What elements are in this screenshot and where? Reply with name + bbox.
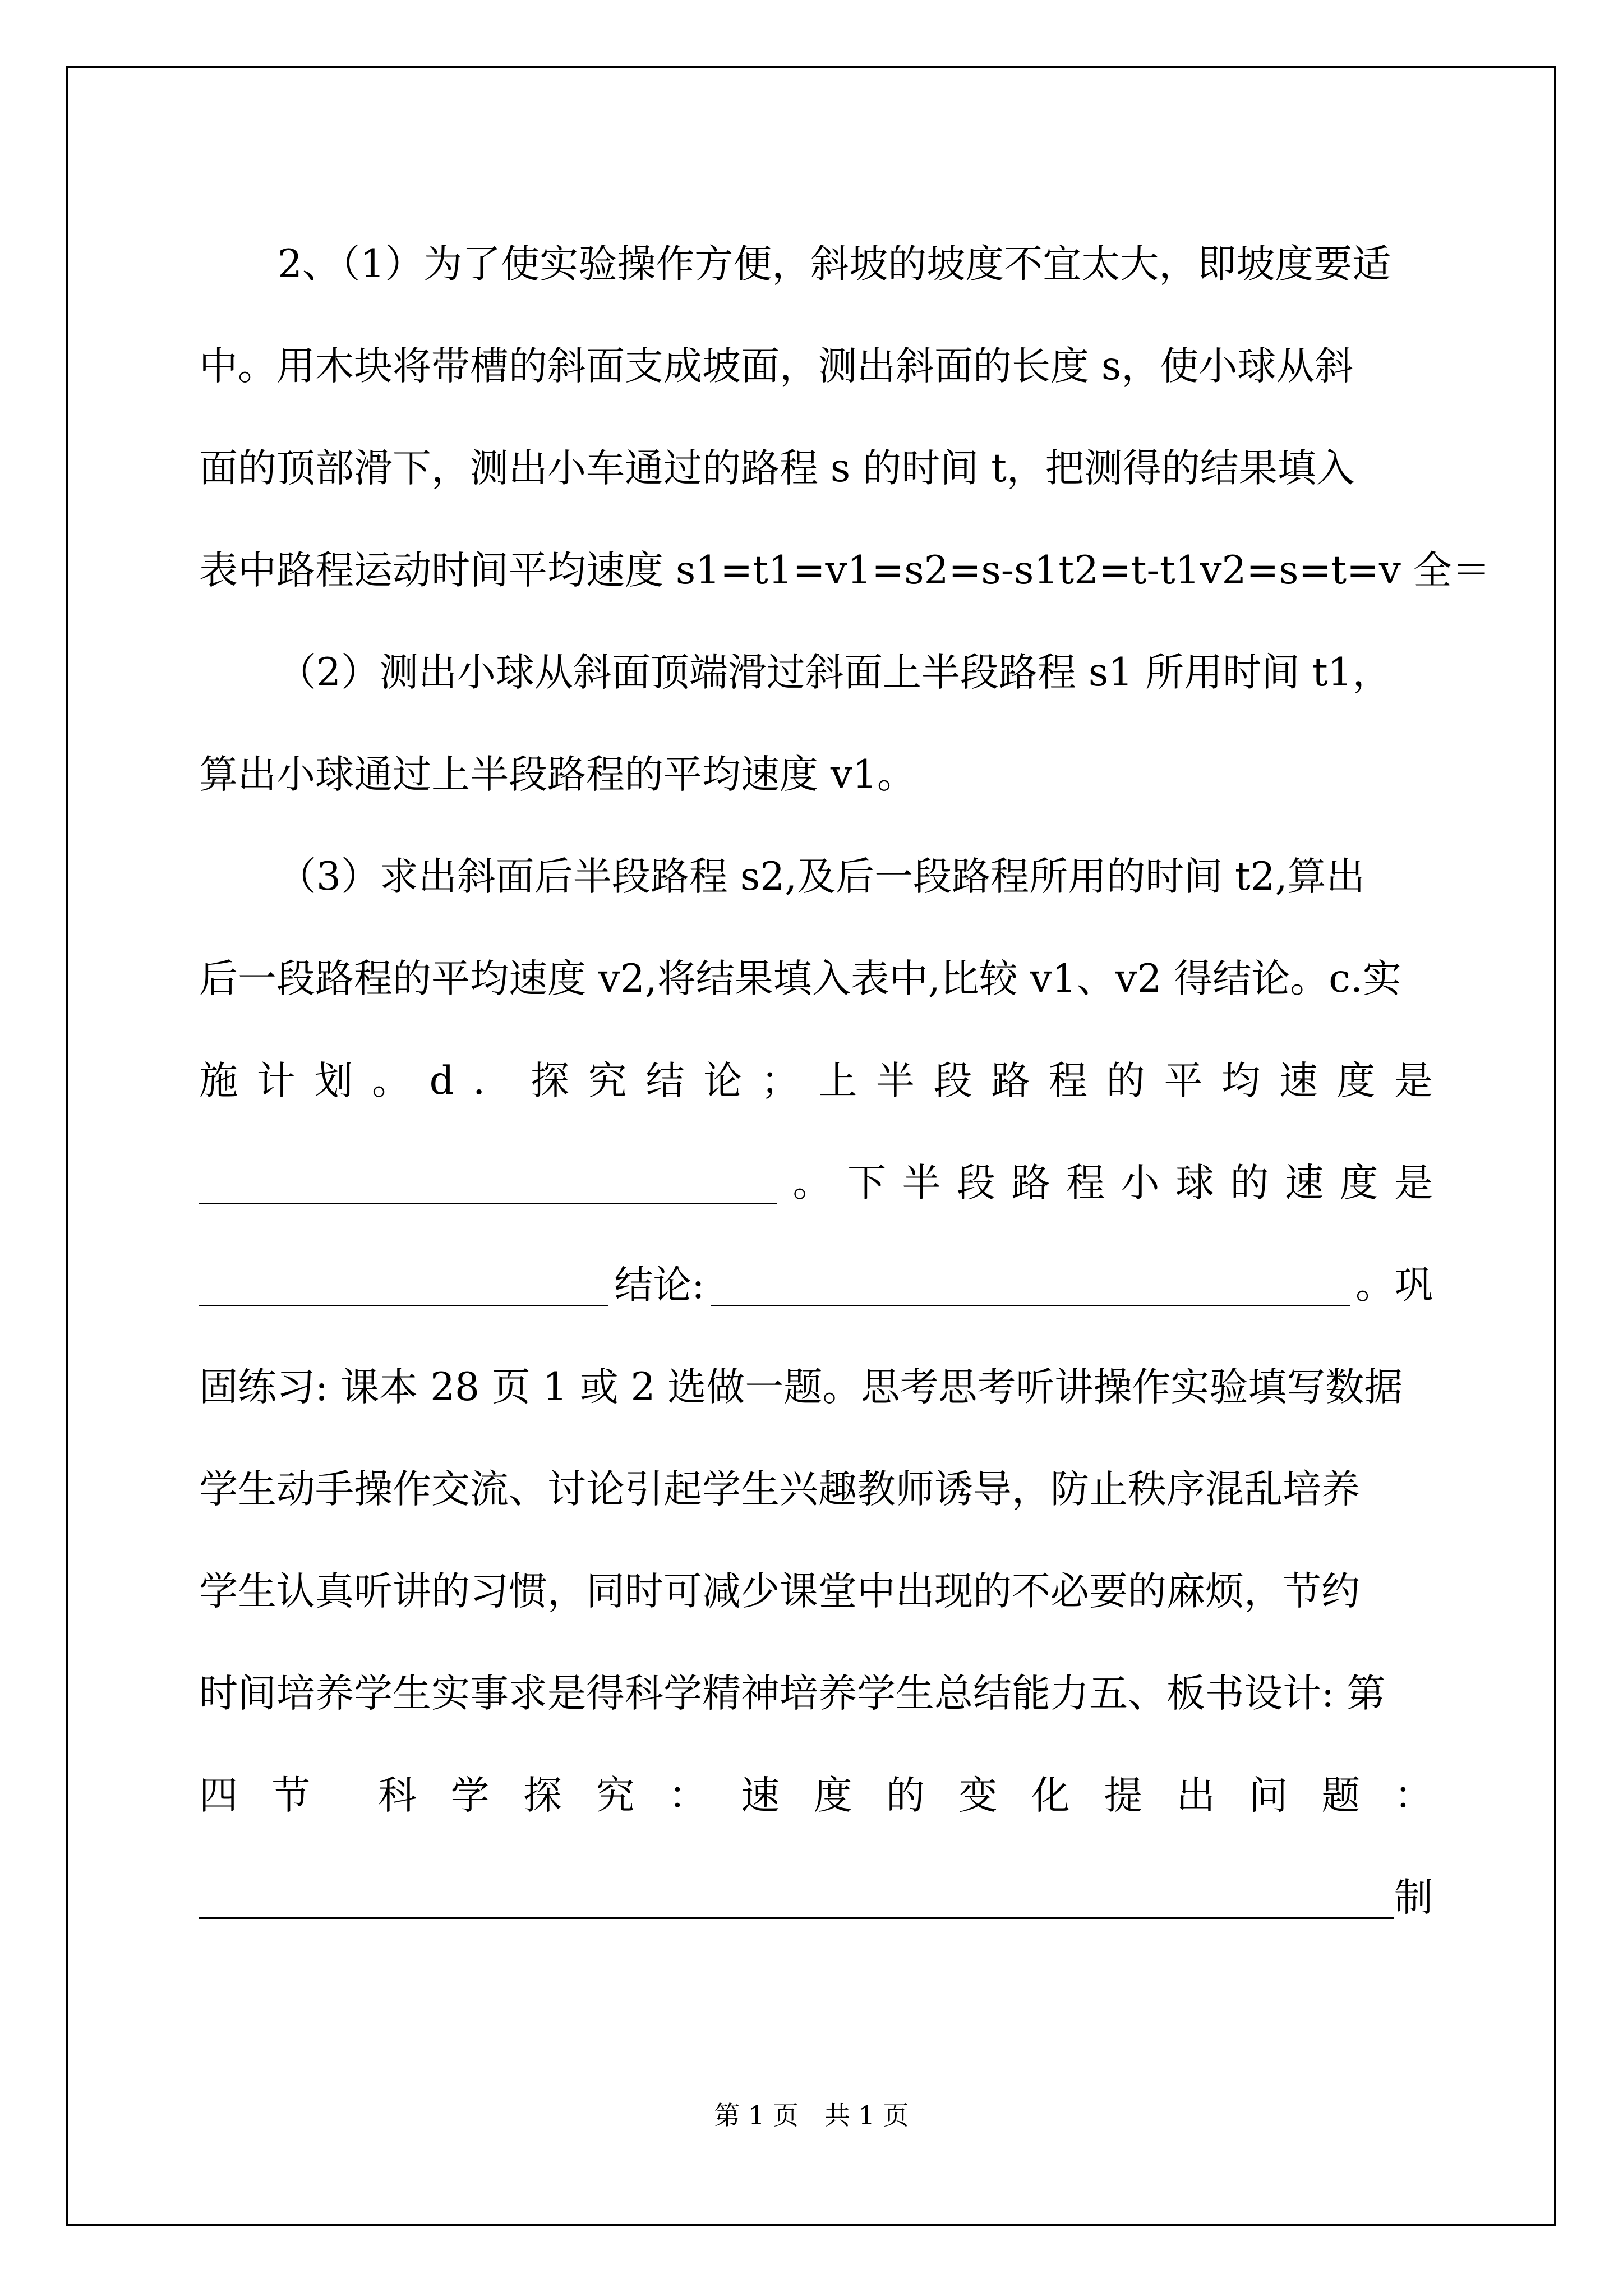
- final-blank-line: [199, 1847, 1433, 1949]
- paragraph-line: 时间培养学生实事求是得科学精神培养学生总结能力五、板书设计: 第: [199, 1671, 1386, 1716]
- conclusion-label: 结论:: [614, 1263, 705, 1308]
- conclusion-line: [199, 1234, 1433, 1336]
- justified-char: 下: [847, 1161, 886, 1205]
- justified-char: 上: [818, 1059, 857, 1103]
- paragraph-line: （3）求出斜面后半段路程 s2,及后一段路程所用的时间 t2,算出: [278, 854, 1365, 899]
- justified-char: d: [429, 1059, 454, 1103]
- justified-char: ：: [1394, 1773, 1433, 1818]
- justified-char: 的: [1106, 1059, 1145, 1103]
- justified-line: [199, 1030, 1433, 1132]
- justified-line: [199, 1745, 1433, 1847]
- justified-char: 施: [199, 1059, 238, 1103]
- last-line-end: 制: [1394, 1875, 1433, 1920]
- justified-char: 学: [450, 1773, 490, 1818]
- justified-char: 程: [1049, 1059, 1088, 1103]
- justified-char: 科: [378, 1773, 417, 1818]
- justified-char: 速: [741, 1773, 780, 1818]
- justified-char: 路: [1011, 1161, 1050, 1205]
- justified-char: 结: [645, 1059, 685, 1103]
- justified-char: 出: [1176, 1773, 1215, 1818]
- justified-char: 究: [596, 1773, 635, 1818]
- justified-char: 题: [1321, 1773, 1361, 1818]
- justified-char: 度: [1339, 1161, 1378, 1205]
- justified-char: 度: [1336, 1059, 1376, 1103]
- justified-char: 的: [1230, 1161, 1269, 1205]
- paragraph-line: 学生认真听讲的习惯，同时可减少课堂中出现的不必要的麻烦，节约: [199, 1569, 1360, 1614]
- justified-char: 段: [957, 1161, 995, 1205]
- justified-char: ．: [473, 1059, 512, 1103]
- paragraph-line: 学生动手操作交流、讨论引起学生兴趣教师诱导，防止秩序混乱培养: [199, 1467, 1360, 1512]
- justified-char: 半: [902, 1161, 941, 1205]
- justified-char: 问: [1249, 1773, 1288, 1818]
- justified-char: 。: [371, 1059, 411, 1103]
- justified-char: 度: [813, 1773, 852, 1818]
- justified-char: 节: [271, 1773, 311, 1818]
- justified-char: 平: [1164, 1059, 1203, 1103]
- paragraph-line: 固练习: 课本 28 页 1 或 2 选做一题。思考思考听讲操作实验填写数据: [199, 1365, 1403, 1410]
- justified-char: 化: [1031, 1773, 1070, 1818]
- justified-char: 探: [523, 1773, 562, 1818]
- justified-char: 提: [1104, 1773, 1143, 1818]
- justified-line-with-blank: [199, 1132, 1433, 1234]
- justified-char: 。: [792, 1161, 832, 1205]
- paragraph-line: 2、（1）为了使实验操作方便，斜坡的坡度不宜太大，即坡度要适: [278, 242, 1391, 287]
- justified-char: 是: [1394, 1161, 1433, 1205]
- justified-char: 探: [531, 1059, 570, 1103]
- justified-char: ：: [668, 1773, 707, 1818]
- paragraph-line: 中。用木块将带槽的斜面支成坡面，测出斜面的长度 s，使小球从斜: [199, 344, 1354, 389]
- fill-blank: [711, 1264, 1350, 1306]
- fill-blank: [199, 1264, 608, 1306]
- justified-char: 四: [199, 1773, 238, 1818]
- justified-char: ；: [760, 1059, 800, 1103]
- justified-char: 半: [876, 1059, 915, 1103]
- paragraph-line: 面的顶部滑下，测出小车通过的路程 s 的时间 t，把测得的结果填入: [199, 446, 1355, 491]
- justified-char: 计: [256, 1059, 296, 1103]
- justified-char: 均: [1221, 1059, 1260, 1103]
- fill-blank: [199, 1162, 777, 1204]
- justified-char: 究: [588, 1059, 627, 1103]
- justified-char: 是: [1394, 1059, 1433, 1103]
- justified-char: 速: [1279, 1059, 1318, 1103]
- justified-char: 划: [314, 1059, 353, 1103]
- justified-char: 段: [933, 1059, 972, 1103]
- justified-char: 论: [703, 1059, 743, 1103]
- paragraph-line: 后一段路程的平均速度 v2,将结果填入表中,比较 v1、v2 得结论。c.实: [199, 956, 1401, 1001]
- justified-char: 路: [991, 1059, 1030, 1103]
- justified-char: 球: [1175, 1161, 1214, 1205]
- justified-char: 速: [1285, 1161, 1324, 1205]
- paragraph-line: 表中路程运动时间平均速度 s1=t1=v1=s2=s-s1t2=t-t1v2=s=t=v 全＝: [199, 548, 1491, 593]
- conclusion-end: 。巩: [1355, 1263, 1433, 1308]
- document-body: [199, 213, 1491, 1949]
- justified-char: 变: [958, 1773, 998, 1818]
- justified-char: 小: [1121, 1161, 1160, 1205]
- justified-char: 程: [1066, 1161, 1105, 1205]
- page-footer: 第 1 页 共 1 页: [714, 2100, 909, 2131]
- paragraph-line: （2）测出小球从斜面顶端滑过斜面上半段路程 s1 所用时间 t1，: [278, 650, 1391, 695]
- fill-blank: [199, 1877, 1394, 1919]
- justified-char: 的: [886, 1773, 925, 1818]
- paragraph-line: 算出小球通过上半段路程的平均速度 v1。: [199, 752, 916, 797]
